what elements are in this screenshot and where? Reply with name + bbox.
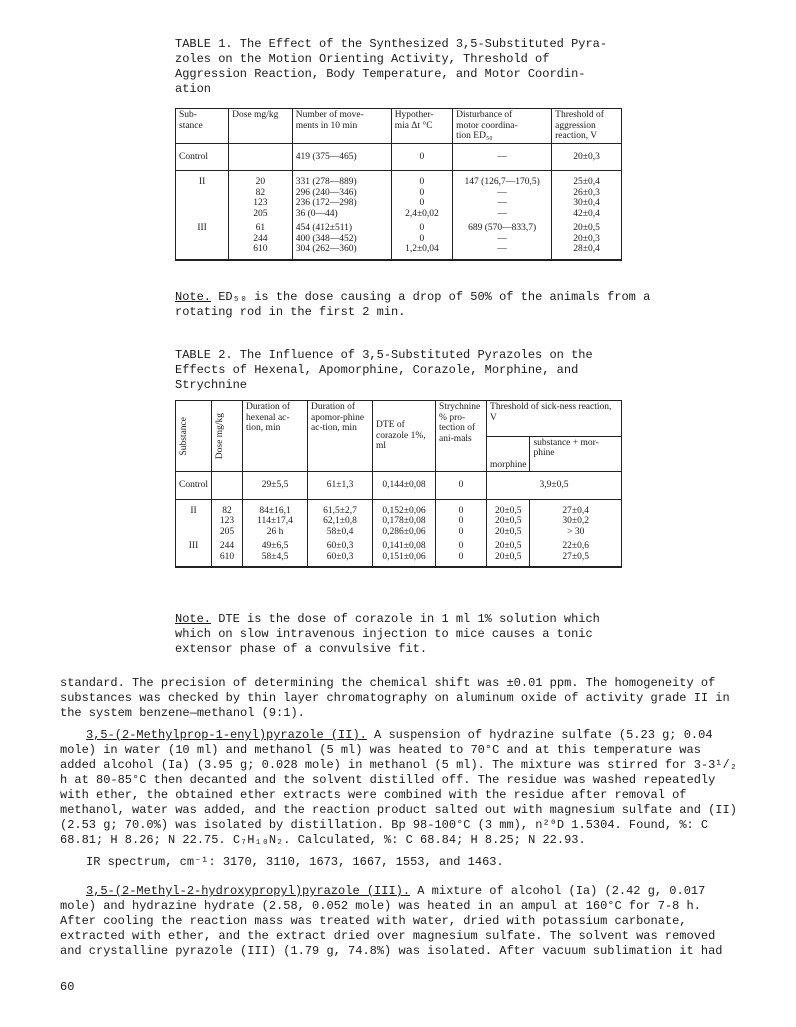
body-paragraph [60,884,740,959]
t1-header-moves: Number of move- ments in 10 min [292,109,391,144]
t2-dose: 244 610 [212,541,243,567]
body-paragraph: standard. The precision of determining the chemical shift was ±0.01 ppm. The homogeneity of substances was checked by thin layer chromatography on aluminum oxide of activity grade II in the system benzene—methanol (9:1). [60,676,730,720]
note-label: Note. [175,612,212,626]
t1-motor: 689 (570—833,7) — — [453,223,552,260]
table1 [175,108,622,261]
t1-hypo: 0 0 1,2±0,04 [391,223,452,260]
t2-dte: 0,141±0,08 0,151±0,06 [373,541,436,567]
t2-dose: 82 123 205 [212,499,243,541]
t2-apo: 61,5±2,7 62,1±0,8 58±0,4 [308,499,373,541]
t1-control-motor: — [453,143,552,171]
t2-control-dte: 0,144±0,08 [373,472,436,500]
t1-hypo: 0 0 0 2,4±0,02 [391,171,452,224]
t2-header-substance: Substance [179,416,189,456]
t2-control-dose [212,472,243,500]
t2-hex: 84±16,1 114±17,4 26 h [243,499,308,541]
t2-apo: 60±0,3 60±0,3 [308,541,373,567]
t2-sm: 22±0,6 27±0,5 [530,541,622,567]
t2-substance: III [176,541,212,567]
t1-dose: 20 82 123 205 [229,171,293,224]
table-row [176,171,622,224]
ir-spectrum-line: IR spectrum, cm⁻¹: 3170, 3110, 1673, 1667, 1553, and 1463. [86,855,504,869]
compound-title: 3,5-(2-Methylprop-1-enyl)pyrazole (II). [86,728,367,742]
t1-header-motor: Disturbance of motor coordina- tion ED₅₀ [453,109,552,144]
table-row [176,223,622,260]
t2-header-hexenal: Duration of hexenal ac-tion, min [243,401,308,472]
paragraph-text: A suspension of hydrazine sulfate (5.23 g; 0.04 mole) in water (10 ml) and methanol (5 ml) was heated to 70°C and at this temperature was added alcohol (Ia) (3.95 g; 0.028 mole) in methanol (5 ml). The mixture was stirred for 3-3¹/₂ h at 80-85°C then decanted and the solvent distilled off. The residue was washed repeatedly with ether, the obtained ether extracts were combined with the residue after removal of methanol, water was added, and the reaction product salted out with magnesium sulfate and (II) (2.53 g; 70.0%) was isolated by distillation. Bp 98-100°C (3 mm), n²⁰D 1.5304. Found, %: C 68.81; H 8.26; N 22.75. C₇H₁₀N₂. Calculated, %: C 68.84; H 8.25; N 22.93. [60,728,737,847]
t1-header-substance: Sub- stance [176,109,229,144]
t2-header-apomorphine: Duration of apomor-phine ac-tion, min [308,401,373,472]
t2-control-apo: 61±1,3 [308,472,373,500]
table1-caption: TABLE 1. The Effect of the Synthesized 3,5-Substituted Pyra- zoles on the Motion Orienting Activity, Threshold of Aggression Reaction, Body Temperature, and Motor Coordin- ation [175,37,608,96]
t2-control-threshold: 3,9±0,5 [487,472,622,500]
t2-header-morphine: morphine [487,436,530,472]
t1-substance: III [176,223,229,260]
page-number: 60 [60,980,75,994]
t1-control-hypo: 0 [391,143,452,171]
t2-control-hex: 29±5,5 [243,472,308,500]
t2-header-strychnine: Strychnine % pro-tection of ani-mals [436,401,487,472]
t1-header-hypothermia: Hypother- mia Δt °C [391,109,452,144]
compound-title: 3,5-(2-Methyl-2-hydroxypropyl)pyrazole (III). [86,884,411,898]
t2-hex: 49±6,5 58±4,5 [243,541,308,567]
t2-mor: 20±0,5 20±0,5 20±0,5 [487,499,530,541]
t1-aggr: 20±0,5 20±0,3 28±0,4 [552,223,622,260]
paragraph-text: A mixture of alcohol (Ia) (2.42 g, 0.017 mole) and hydrazine hydrate (2.58, 0.052 mole) was heated in an ampul at 160°C for 7-8 h. After cooling the reaction mass was treated with water, dried with potassium carbonate, extracted with ether, and the extract dried over magnesium sulfate. The solvent was removed and crystalline pyrazole (III) (1.79 g, 74.8%) was isolated. After vacuum sublimation it had [60,884,723,958]
note-text: ED₅₀ is the dose causing a drop of 50% of the animals from a rotating rod in the first 2 min. [175,290,651,319]
table-row [176,541,622,567]
t1-control-aggr: 20±0,3 [552,143,622,171]
note-text: DTE is the dose of corazole in 1 ml 1% solution which which on slow intravenous injection to mice causes a tonic extensor phase of a convulsive fit. [175,612,600,656]
t2-control-str: 0 [436,472,487,500]
table-row [176,472,622,500]
t2-header-threshold: Threshold of sick-ness reaction, V [487,401,622,437]
table2-caption: TABLE 2. The Influence of 3,5-Substituted Pyrazoles on the Effects of Hexenal, Apomorphine, Corazole, Morphine, and Strychnine [175,348,593,392]
t1-motor: 147 (126,7—170,5) — — — [453,171,552,224]
t2-header-substance-cell [176,401,212,472]
t1-header-aggression: Threshold of aggression reaction, V [552,109,622,144]
t1-moves: 454 (412±511) 400 (348—452) 304 (262—360) [292,223,391,260]
t2-sm: 27±0,4 30±0,2 > 30 [530,499,622,541]
t2-header-dte: DTE of corazole 1%, ml [373,401,436,472]
t2-dte: 0,152±0,06 0,178±0,08 0,286±0,06 [373,499,436,541]
t1-control-moves: 419 (375—465) [292,143,391,171]
note-label: Note. [175,290,212,304]
t1-dose: 61 244 610 [229,223,293,260]
t2-str: 0 0 [436,541,487,567]
table-row [176,143,622,171]
t2-header-dose: Dose mg/kg [215,412,226,460]
t2-str: 0 0 0 [436,499,487,541]
t1-aggr: 25±0,4 26±0,3 30±0,4 42±0,4 [552,171,622,224]
table1-note [175,290,655,320]
table-row [176,499,622,541]
t1-control-label: Control [176,143,229,171]
t2-control-label: Control [176,472,212,500]
t1-control-dose [229,143,293,171]
table2 [175,400,622,568]
t1-substance: II [176,171,229,224]
t1-header-dose: Dose mg/kg [229,109,293,144]
t2-mor: 20±0,5 20±0,5 [487,541,530,567]
t2-header-dose-cell [212,401,243,472]
body-paragraph [60,728,740,848]
t2-substance: II [176,499,212,541]
t2-header-subst-morphine: substance + mor-phine [530,436,622,472]
table2-note [175,612,635,657]
t1-moves: 331 (278—889) 296 (240—346) 236 (172—298) 36 (0—44) [292,171,391,224]
